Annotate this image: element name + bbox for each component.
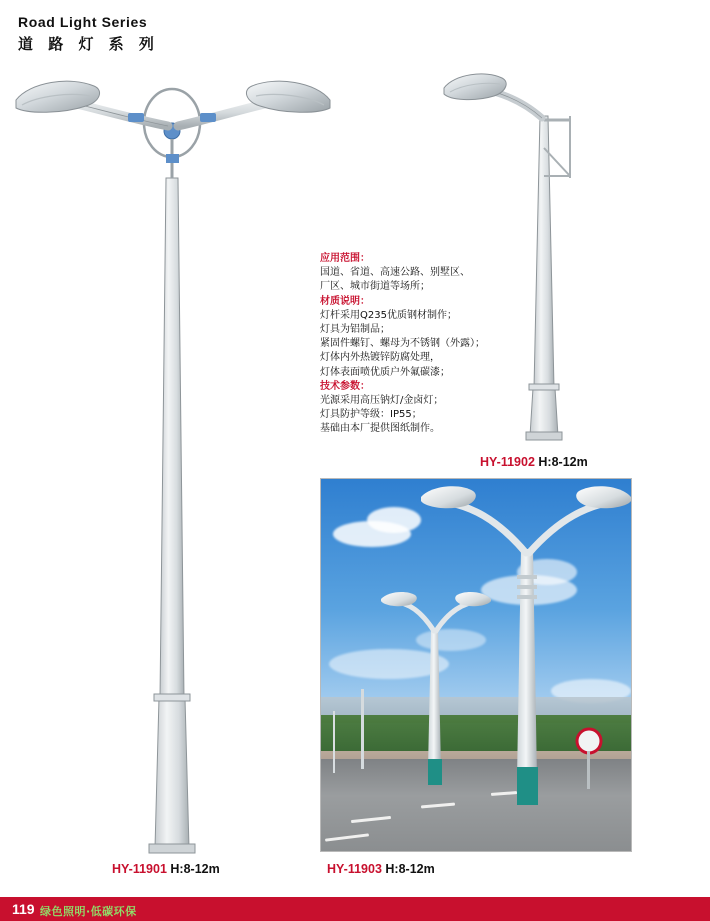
figure-caption-hy-11902 bbox=[480, 455, 588, 469]
figure-caption-hy-11901 bbox=[112, 862, 220, 876]
spec-section-title: 应用范围： bbox=[320, 253, 370, 264]
product-photo-hy-11903 bbox=[320, 478, 632, 852]
spec-line: 光源采用高压钠灯/金卤灯； bbox=[320, 395, 444, 407]
spec-line: 基础由本厂提供图纸制作。 bbox=[320, 423, 440, 435]
spec-section bbox=[320, 380, 550, 437]
spec-line: 灯具防护等级：IP55； bbox=[320, 409, 422, 421]
spec-line: 灯体内外热镀锌防腐处理， bbox=[320, 352, 440, 364]
spec-line: 灯具为铝制品； bbox=[320, 324, 390, 336]
figure-size: H:8-12m bbox=[170, 862, 220, 876]
figure-caption-hy-11903 bbox=[327, 862, 435, 876]
figure-size: H:8-12m bbox=[538, 455, 588, 469]
photo-lamp-overlay bbox=[321, 479, 631, 851]
spec-section bbox=[320, 252, 550, 295]
page-title-chinese: 道 路 灯 系 列 bbox=[18, 35, 159, 53]
figure-size: H:8-12m bbox=[385, 862, 435, 876]
lamp-drawing-hy-11901 bbox=[8, 58, 338, 863]
figure-code: HY-11901 bbox=[112, 862, 167, 876]
spec-section-title: 材质说明： bbox=[320, 295, 370, 307]
page-number: 119 bbox=[12, 901, 35, 917]
spec-line: 紧固件螺钉、螺母为不锈钢（外露）； bbox=[320, 338, 485, 350]
figure-code: HY-11903 bbox=[327, 862, 382, 876]
spec-section bbox=[320, 295, 550, 380]
specification-text bbox=[320, 252, 550, 437]
page-header bbox=[18, 14, 159, 54]
figure-code: HY-11902 bbox=[480, 455, 535, 469]
spec-line: 厂区、城市街道等场所； bbox=[320, 281, 430, 293]
footer-slogan: 绿色照明·低碳环保 bbox=[40, 905, 137, 918]
spec-section-title: 技术参数： bbox=[320, 380, 370, 392]
page-title-english: Road Light Series bbox=[18, 14, 148, 30]
spec-line: 灯体表面喷优质户外氟碳漆； bbox=[320, 366, 450, 378]
spec-line: 国道、省道、高速公路、别墅区、 bbox=[320, 267, 470, 279]
page-footer bbox=[0, 897, 710, 921]
spec-line: 灯杆采用Q235优质钢材制作； bbox=[320, 309, 457, 321]
